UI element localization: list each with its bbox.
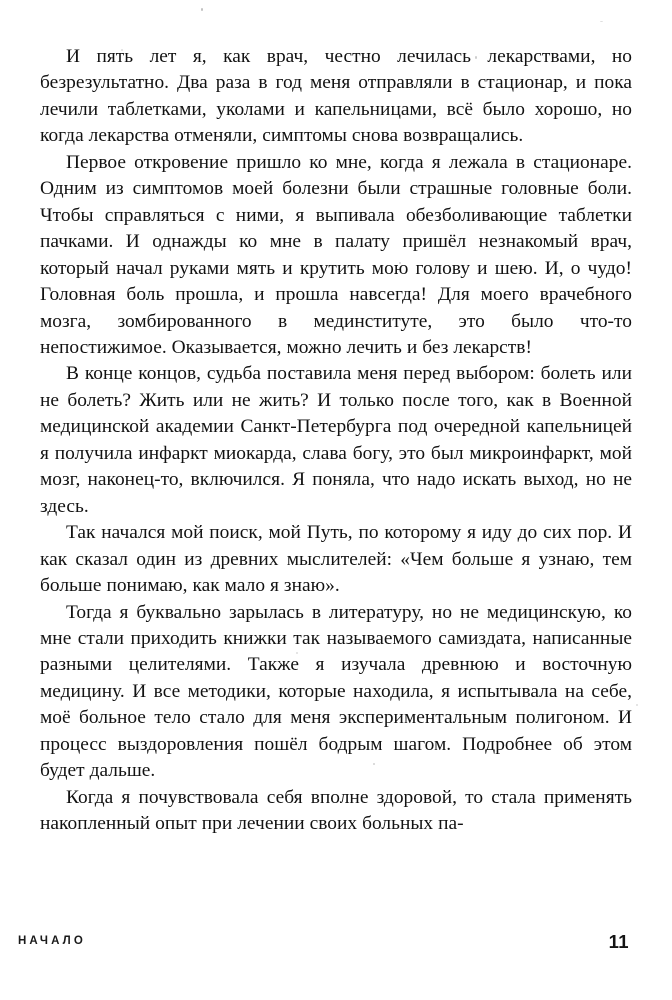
paragraph: Когда я почувствовала себя вполне здоровой, то стала применять накопленный опыт при лечении своих больных па- <box>40 786 632 835</box>
page-footer <box>0 931 672 965</box>
running-head: НАЧАЛО <box>18 935 86 947</box>
scan-speck <box>201 8 203 11</box>
paragraph: Тогда я буквально зарылась в литературу, но не медицинскую, ко мне стали приходить книжки так называемого самиздата, написанные разными целителями. Также я изучала древнюю и восточную медицину. И все методики, которые находила, я испытывала на себе, моё больное тело стало для меня экспериментальным полигоном. И процесс выздоровления пошёл бодрым шагом. Подробнее об этом будет дальше. <box>40 601 632 782</box>
body-text <box>40 44 632 838</box>
paragraph: И пять лет я, как врач, честно лечилась лекарствами, но безрезультатно. Два раза в год меня отправляли в стационар, и пока лечили таблетками, уколами и капельницами, всё было хорошо, но когда лекарства отменяли, симптомы снова возвращались. <box>40 46 632 147</box>
paragraph: Первое откровение пришло ко мне, когда я лежала в стационаре. Одним из симптомов моей болезни были страшные головные боли. Чтобы справляться с ними, я выпивала обезболивающие таблетки пачками. И однажды ко мне в палату пришёл незнакомый врач, который начал руками мять и крутить мою голову и шею. И, о чудо! Головная боль прошла, и прошла навсегда! Для моего врачебного мозга, зомбированного в мединституте, это было что-то непостижимое. Оказывается, можно лечить и без лекарств! <box>40 151 632 358</box>
page-number: 11 <box>608 931 629 952</box>
paragraph: Так начался мой поиск, мой Путь, по которому я иду до сих пор. И как сказал один из древних мыслителей: «Чем больше я узнаю, тем больше понимаю, как мало я знаю». <box>40 522 632 597</box>
scan-speck <box>600 21 603 22</box>
scan-speck <box>636 704 638 706</box>
paragraph: В конце концов, судьба поставила меня перед выбором: болеть или не болеть? Жить или не жить? И только после того, как в Военной медицинской академии Санкт-Петербурга под очередной капельницей я получила инфаркт миокарда, слава богу, это был микроинфаркт, мой мозг, наконец-то, включился. Я поняла, что надо искать выход, но не здесь. <box>40 363 632 517</box>
